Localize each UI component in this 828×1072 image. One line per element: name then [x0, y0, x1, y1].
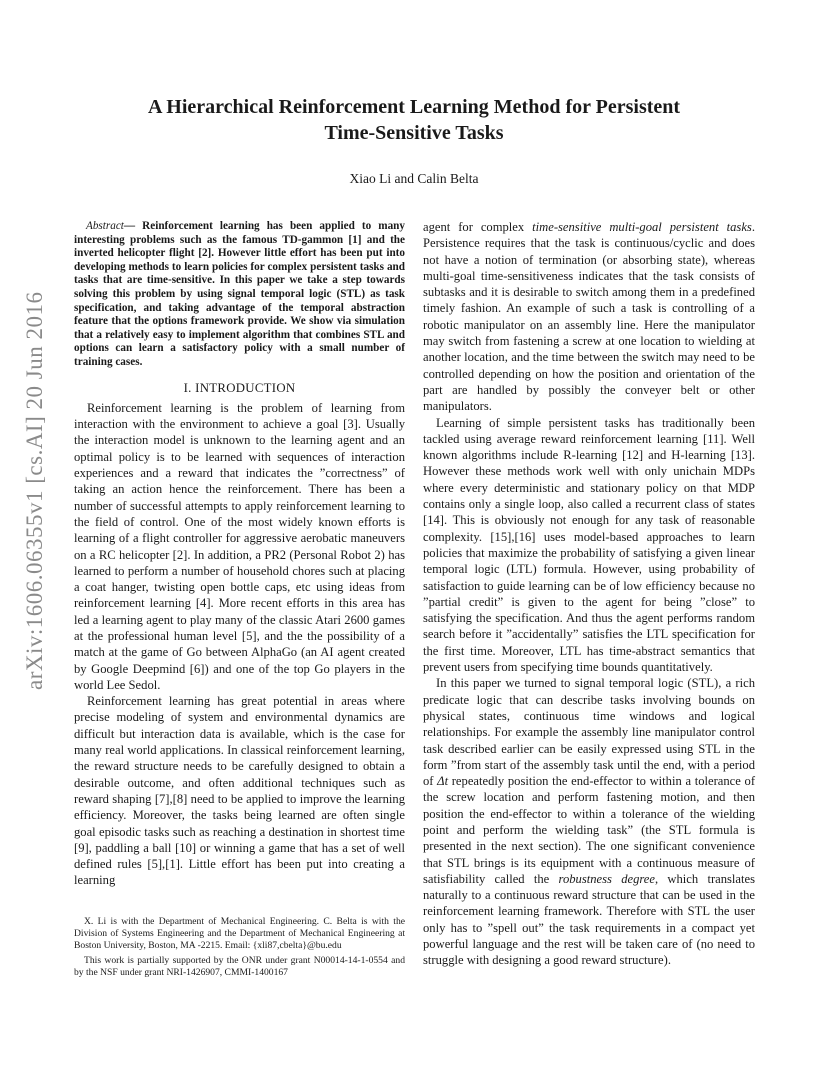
- abstract: [74, 220, 405, 370]
- intro-paragraph-5: [423, 675, 755, 968]
- section-heading-introduction: I. INTRODUCTION: [183, 380, 296, 395]
- intro-paragraph-4: Learning of simple persistent tasks has traditionally been tackled using average reward reinforcement learning [11]. Well known algorithms include R-learning [12] and H-learning [13]. However these methods work well with only unichain MDPs where every deterministic and stationary policy on that MDP contains only a single loop, also called a recurrent class of states [14]. This is obviously not enough for any task of reasonable complexity. [15],[16] uses model-based approaches to learn policies that maximize the probability of satisfying a given linear temporal logic (LTL) formula. However, using probability of satisfaction to guide learning can be of low efficiency because no ”partial credit” is given to the agent for being ”close” to satisfying the specification. And thus the agent performs random search before it ”accidentally” satisfies the LTL specification for the first time. Moreover, LTL has time-abstract semantics that prevent users from specifying time bounds quantitatively.: [423, 415, 755, 675]
- paragraph-text: , which translates naturally to a continuous reward structure that can be used in the reinforcement learning framework. Therefore with STL the user only has to ”spell out” the task requirements in a compact yet powerful language and the rest will be taken care of (no need to struggle with designing a good reward structure).: [423, 871, 756, 968]
- footnote-affiliation: X. Li is with the Department of Mechanical Engineering. C. Belta is with the Division of Systems Engineering and the Department of Mechanical Engineering at Boston University, Boston, MA -2215. Email: {xli87,cbelta}@bu.edu: [74, 916, 405, 951]
- paragraph-text: . Persistence requires that the task is continuous/cyclic and does not have a notion of termination (or absorbing state), whereas multi-goal time-sensitiveness indicates that the task consists of subtasks and it is desirable to switch among them in a predefined timely fashion. An example of such a task is controlling of a robotic manipulator on an assembly line. Here the manipulator may switch from fastening a screw at one location to wielding at another location, and the time between the switch may need to be controlled depending on how the position and orientation of the part are handled by possibly the conveyer belt or other manipulators.: [423, 220, 755, 414]
- author-list: Xiao Li and Calin Belta: [349, 171, 479, 186]
- arxiv-identifier-stamp: arXiv:1606.06355v1 [cs.AI] 20 Jun 2016: [22, 291, 47, 690]
- intro-paragraph-1: Reinforcement learning is the problem of learning from interaction with the environment to achieve a goal [3]. Usually the interaction model is unknown to the learning agent and an optimal policy is to be learned with sequences of interaction experiences and a reward that indicates the ”correctness” of taking an action hence the reinforcement. There has been a number of successful attempts to apply reinforcement learning to the field of control. One of the most widely known efforts is learning of a flight controller for aggressive aerobatic maneuvers on a RC helicopter [2]. In addition, a PR2 (Personal Robot 2) has learned to perform a number of household chores such at placing a coat hanger, twisting open bottle caps, etc using ideas from reinforcement learning [4]. More recent efforts in this area has led a learning agent to play many of the classic Atari 2600 games at the professional human level [5], and the the possibility of a match at the game of Go between AlphaGo (an AI agent created by Google Deepmind [6]) and one of the top Go players in the world Lee Sedol.: [74, 400, 405, 692]
- footnotes: [74, 916, 405, 982]
- intro-paragraph-2: Reinforcement learning has great potential in areas where precise modeling of system and environmental dynamics are difficult but interaction data is available, which is the case for many real world applications. In classical reinforcement learning, the reward structure needs to be carefully designed to obtain a desirable outcome, and often additional techniques such as reward shaping [7],[8] need to be applied to improve the learning efficiency. Moreover, the tasks being learned are often single goal episodic tasks such as reaching a destination in shortest time [9], paddling a ball [10] or winning a game that has a set of well defined rules [5],[1]. Little effort has been put into creating a learning: [74, 694, 405, 888]
- title-line-2: Time-Sensitive Tasks: [324, 122, 504, 144]
- intro-paragraph-3: [423, 219, 755, 415]
- abstract-text: — Reinforcement learning has been applied to many interesting problems such as the famous TD-gammon [1] and the inverted helicopter flight [2]. However little effort has been put into developing methods to learn policies for complex persistent tasks and tasks that are time-sensitive. In this paper we take a step towards solving this problem by using signal temporal logic (STL) as task specification, and taking advantage of the temporal abstraction feature that the options framework provide. We show via simulation that a relatively easy to implement algorithm that combines STL and options can learn a satisfactory policy with a small number of training cases.: [74, 220, 405, 368]
- paragraph-text: agent for complex: [423, 220, 533, 234]
- left-column: [74, 220, 405, 889]
- math-delta-t: Δt: [437, 774, 449, 789]
- footnote-funding: This work is partially supported by the ONR under grant N00014-14-1-0554 and by the NSF under grant NRI-1426907, CMMI-1400167: [74, 954, 405, 978]
- emphasis-text: time-sensitive multi-goal persistent tasks: [532, 220, 752, 234]
- abstract-label: Abstract: [86, 220, 124, 232]
- paragraph-text: repeatedly position the end-effector to within a tolerance of the screw location and perform fastening motion, and then position the end-effector to within a tolerance of the wielding point and perform the wielding task” (the STL formula is presented in the next section). The one significant convenience that STL brings is its equipment with a continuous measure of satisfiability called the: [423, 774, 756, 886]
- paragraph-text: In this paper we turned to signal temporal logic (STL), a rich predicate logic that can describe tasks involving bounds on physical states, continuous time windows and logical relationships. For example the assembly line manipulator control task described earlier can be easily expressed using STL in the form ”from start of the assembly task until the end, with a period of: [423, 676, 755, 789]
- title-line-1: A Hierarchical Reinforcement Learning Method for Persistent: [147, 96, 681, 118]
- paper-title: [80, 94, 748, 146]
- emphasis-text: robustness degree: [558, 871, 655, 886]
- right-column: [423, 219, 755, 969]
